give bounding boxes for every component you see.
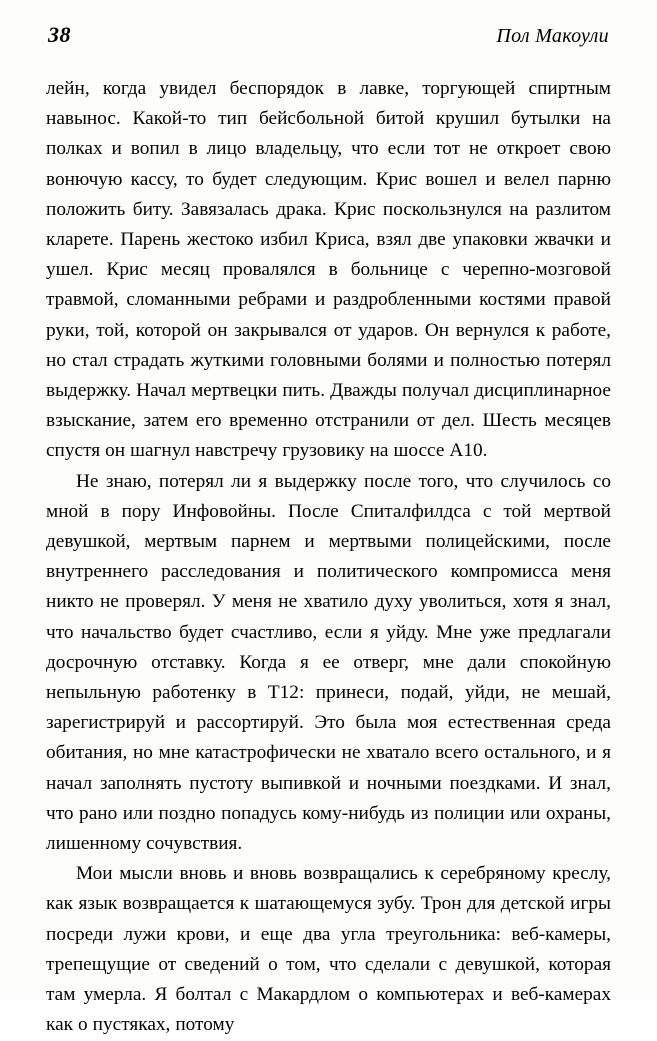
page-number: 38 (48, 22, 71, 47)
paragraph: Мои мысли вновь и вновь возвращались к серебряному креслу, как язык возвращается к шатающемуся зубу. Трон для детской игры посреди лужи крови, и еще два угла треугольника: веб-камеры, трепещущие от сведений о том, что сделали с девушкой, которая там умерла. Я болтал с Макардлом о компьютерах и веб-камерах как о пустяках, потому (46, 863, 611, 1036)
running-title: Пол Макоули (496, 25, 609, 47)
paragraph: лейн, когда увидел беспорядок в лавке, торгующей спиртным навынос. Какой-то тип бейсбольной битой крушил бутылки на полках и вопил в лицо владельцу, что если тот не откроет свою вонючую кассу, то будет следующим. Крис вошел и велел парню положить биту. Завязалась драка. Крис поскользнулся на разлитом кларете. Парень жестоко избил Криса, взял две упаковки жвачки и ушел. Крис месяц провалялся в больнице с черепно-мозговой травмой, сломанными ребрами и раздробленными костями правой руки, той, которой он закрывался от ударов. Он вернулся к работе, но стал страдать жуткими головными болями и полностью потерял выдержку. Начал мертвецки пить. Дважды получал дисциплинарное взыскание, затем его временно отстранили от дел. Шесть месяцев спустя он шагнул навстречу грузовику на шоссе А10. (46, 78, 611, 462)
paragraph: Не знаю, потерял ли я выдержку после того, что случилось со мной в пору Инфовойны. После Спиталфилдса с той мертвой девушкой, мертвым парнем и мертвыми полицейскими, после внутреннего расследования и политического компромисса меня никто не проверял. У меня не хватило духу уволиться, хотя я знал, что начальство будет счастливо, если я уйду. Мне уже предлагали досрочную отставку. Когда я ее отверг, мне дали спокойную непыльную работенку в Т12: принеси, подай, уйди, не мешай, зарегистрируй и рассортируй. Это была моя естественная среда обитания, но мне катастрофически не хватало всего остального, и я начал заполнять пустоту выпивкой и ночными поездками. И знал, что рано или поздно попадусь кому-нибудь из полиции или охраны, лишенному сочувствия. (46, 470, 611, 855)
page-header (46, 22, 611, 48)
page-body (46, 74, 611, 1041)
